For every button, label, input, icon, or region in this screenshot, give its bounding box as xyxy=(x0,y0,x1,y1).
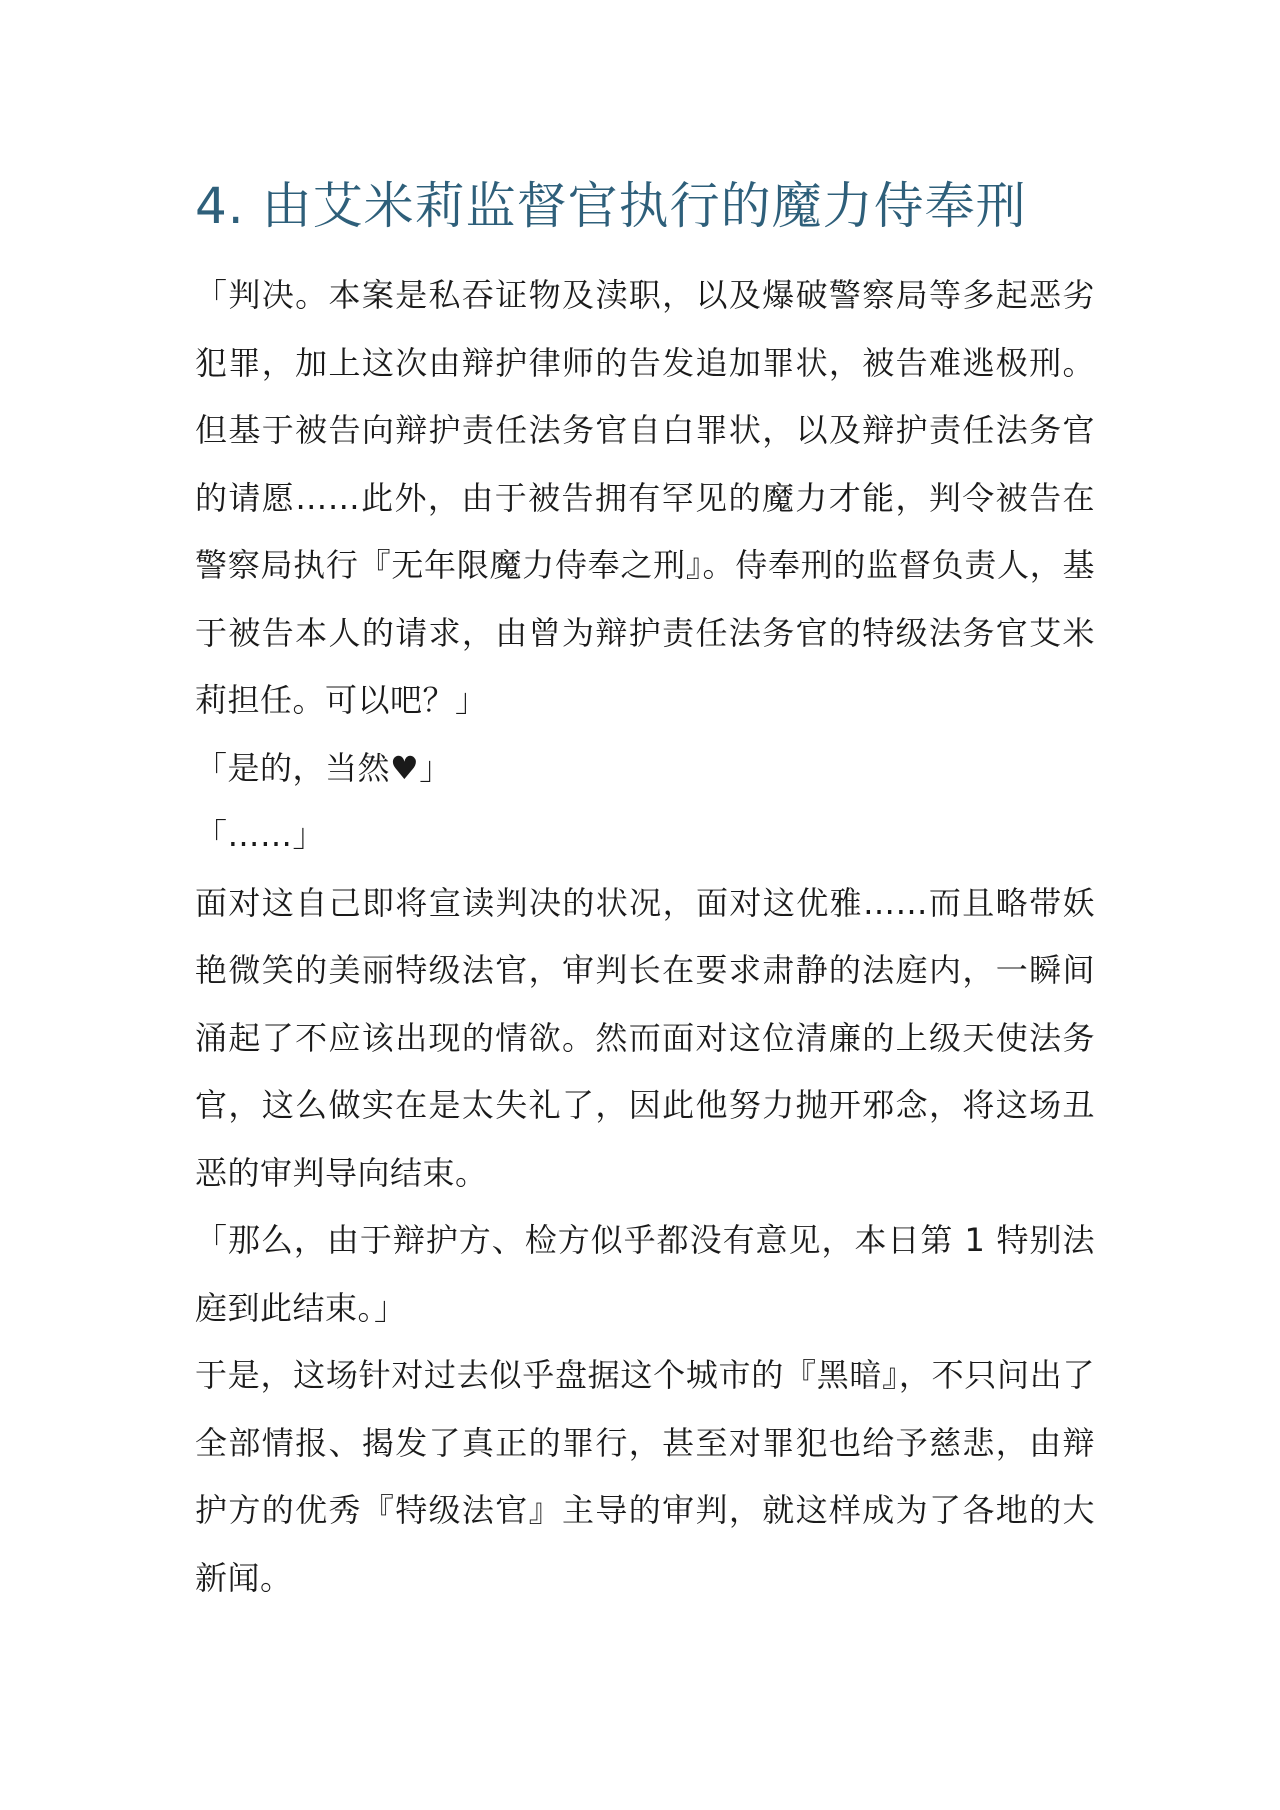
paragraph-silence: 「……」 xyxy=(195,816,326,854)
chapter-heading: 4. 由艾米莉监督官执行的魔力侍奉刑 xyxy=(195,177,1027,235)
paragraph-closing: 「那么，由于辩护方、检方似乎都没有意见，本日第 1 特别法庭到此结束。」 xyxy=(195,1221,1095,1327)
paragraph-conclusion: 于是，这场针对过去似乎盘据这个城市的『黑暗』，不只问出了全部情报、揭发了真正的罪行，甚至对罪犯也给予慈悲，由辩护方的优秀『特级法官』主导的审判，就这样成为了各地的大新闻。 xyxy=(195,1356,1095,1597)
paragraph-narration: 面对这自己即将宣读判决的状况，面对这优雅……而且略带妖艳微笑的美丽特级法官，审判长在要求肃静的法庭内，一瞬间涌起了不应该出现的情欲。然而面对这位清廉的上级天使法务官，这么做实在是太失礼了，因此他努力抛开邪念，将这场丑恶的审判导向结束。 xyxy=(195,883,1095,1192)
document-page xyxy=(195,170,1095,1612)
paragraph-verdict: 「判决。本案是私吞证物及渎职，以及爆破警察局等多起恶劣犯罪，加上这次由辩护律师的告发追加罪状，被告难逃极刑。但基于被告向辩护责任法务官自白罪状，以及辩护责任法务官的请愿……此外，由于被告拥有罕见的魔力才能，判令被告在警察局执行『无年限魔力侍奉之刑』。侍奉刑的监督负责人，基于被告本人的请求，由曾为辩护责任法务官的特级法务官艾米莉担任。可以吧？」 xyxy=(195,276,1095,719)
paragraph-reply: 「是的，当然♥」 xyxy=(195,748,452,787)
